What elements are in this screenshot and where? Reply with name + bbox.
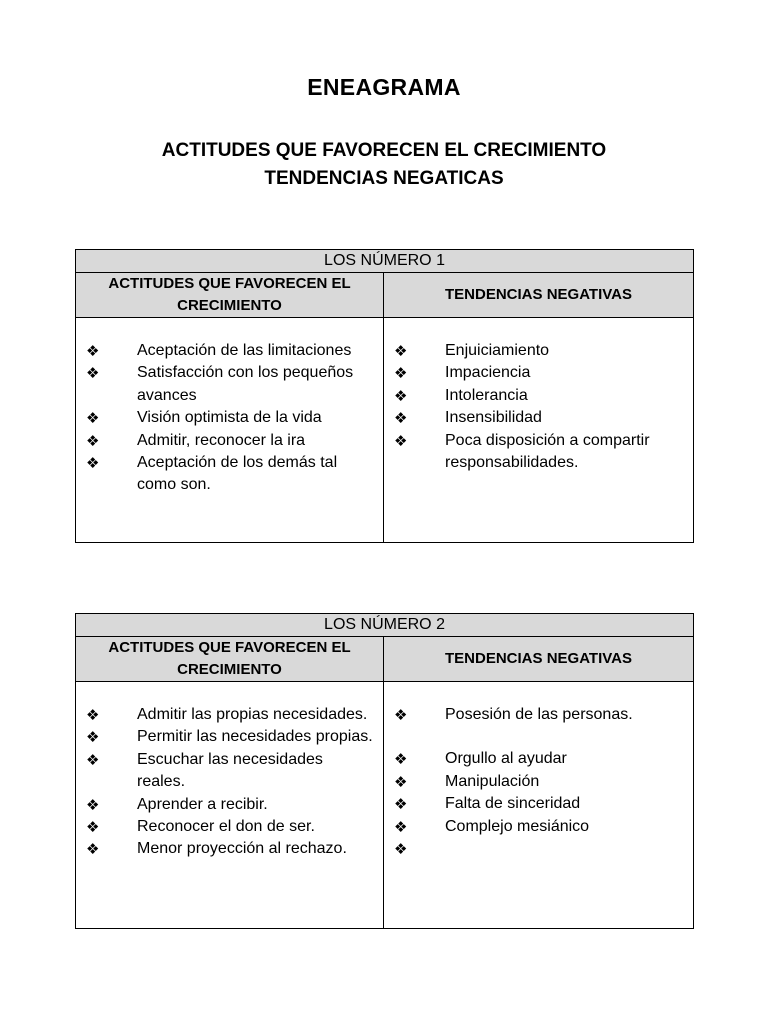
list-item <box>392 748 685 770</box>
actitudes-cell <box>76 318 384 543</box>
list-item <box>392 385 685 407</box>
diamond-bullet-icon: ❖ <box>394 750 408 769</box>
diamond-bullet-icon: ❖ <box>86 342 100 360</box>
diamond-bullet-icon: ❖ <box>394 840 408 859</box>
list-item-text: Complejo mesiánico <box>445 817 590 835</box>
list-item-text: Permitir las necesidades propias. <box>137 728 373 746</box>
list-item-text: Satisfacción con los pequeños avances <box>137 364 354 404</box>
list-item <box>84 704 375 726</box>
list-item-text: Aprender a recibir. <box>137 795 268 813</box>
diamond-bullet-icon: ❖ <box>86 750 100 769</box>
diamond-bullet-icon: ❖ <box>394 772 408 791</box>
list-item-text: Insensibilidad <box>445 409 542 427</box>
diamond-bullet-icon: ❖ <box>394 431 408 450</box>
diamond-bullet-icon: ❖ <box>394 817 408 836</box>
column-header-tendencias: TENDENCIAS NEGATIVAS <box>384 273 694 318</box>
diamond-bullet-icon: ❖ <box>86 840 100 859</box>
list-item <box>392 816 685 838</box>
list-item <box>392 793 685 815</box>
tendencias-list <box>392 704 685 860</box>
table-number-2 <box>75 613 694 929</box>
tendencias-cell <box>384 318 694 543</box>
document-title: ENEAGRAMA <box>307 74 461 100</box>
actitudes-list <box>84 704 375 861</box>
tendencias-cell <box>384 682 694 929</box>
list-item-text: Aceptación de las limitaciones <box>137 342 352 359</box>
actitudes-list <box>84 340 375 497</box>
list-item <box>84 794 375 816</box>
diamond-bullet-icon: ❖ <box>86 454 100 473</box>
list-item <box>392 704 685 726</box>
column-header-actitudes: ACTITUDES QUE FAVORECEN EL CRECIMIENTO <box>76 273 384 318</box>
list-item-text: Reconocer el don de ser. <box>137 818 315 836</box>
list-item <box>84 452 375 497</box>
diamond-bullet-icon: ❖ <box>394 706 408 724</box>
list-item <box>84 430 375 452</box>
list-item <box>392 430 685 475</box>
list-item-text: Menor proyección al rechazo. <box>137 840 347 858</box>
list-item <box>392 340 685 362</box>
list-item-text: Aceptación de los demás tal como son. <box>137 454 338 494</box>
table-caption: LOS NÚMERO 2 <box>76 614 694 637</box>
diamond-bullet-icon: ❖ <box>86 706 100 724</box>
diamond-bullet-icon: ❖ <box>394 386 408 405</box>
list-item-text: Escuchar las necesidades reales. <box>137 750 323 791</box>
list-item <box>392 362 685 384</box>
list-item <box>392 771 685 793</box>
document-subtitle-line1: ACTITUDES QUE FAVORECEN EL CRECIMIENTO <box>161 140 607 161</box>
diamond-bullet-icon: ❖ <box>394 795 408 814</box>
list-item <box>84 362 375 407</box>
list-item <box>84 749 375 794</box>
list-item-text: Visión optimista de la vida <box>137 409 322 427</box>
table-caption: LOS NÚMERO 1 <box>76 250 694 273</box>
list-item <box>84 816 375 838</box>
actitudes-cell <box>76 682 384 929</box>
list-item <box>84 726 375 748</box>
document-subtitle-line2: TENDENCIAS NEGATICAS <box>264 168 504 189</box>
list-item-text: Admitir, reconocer la ira <box>137 431 306 449</box>
list-item-text: Admitir las propias necesidades. <box>137 706 368 723</box>
list-item <box>392 838 685 860</box>
list-item-text: Impaciencia <box>445 364 531 382</box>
diamond-bullet-icon: ❖ <box>86 728 100 747</box>
diamond-bullet-icon: ❖ <box>394 342 408 360</box>
diamond-bullet-icon: ❖ <box>394 409 408 428</box>
diamond-bullet-icon: ❖ <box>394 364 408 383</box>
list-item-text: Manipulación <box>445 772 540 790</box>
list-item-text: Orgullo al ayudar <box>445 750 567 768</box>
column-header-actitudes: ACTITUDES QUE FAVORECEN EL CRECIMIENTO <box>76 637 384 682</box>
list-item <box>84 340 375 362</box>
list-item <box>84 838 375 860</box>
list-item <box>84 407 375 429</box>
diamond-bullet-icon: ❖ <box>86 431 100 450</box>
table-number-1 <box>75 249 694 543</box>
list-item-text: Intolerancia <box>445 386 528 404</box>
diamond-bullet-icon: ❖ <box>86 364 100 383</box>
diamond-bullet-icon: ❖ <box>86 795 100 814</box>
list-item-text: Falta de sinceridad <box>445 795 581 813</box>
diamond-bullet-icon: ❖ <box>86 818 100 837</box>
list-item-text: Posesión de las personas. <box>445 706 633 723</box>
list-item-text: Poca disposición a compartir responsabilidades. <box>445 431 650 472</box>
tendencias-list <box>392 340 685 474</box>
column-header-tendencias: TENDENCIAS NEGATIVAS <box>384 637 694 682</box>
diamond-bullet-icon: ❖ <box>86 409 100 428</box>
list-item-text: Enjuiciamiento <box>445 342 550 359</box>
list-item <box>392 407 685 429</box>
